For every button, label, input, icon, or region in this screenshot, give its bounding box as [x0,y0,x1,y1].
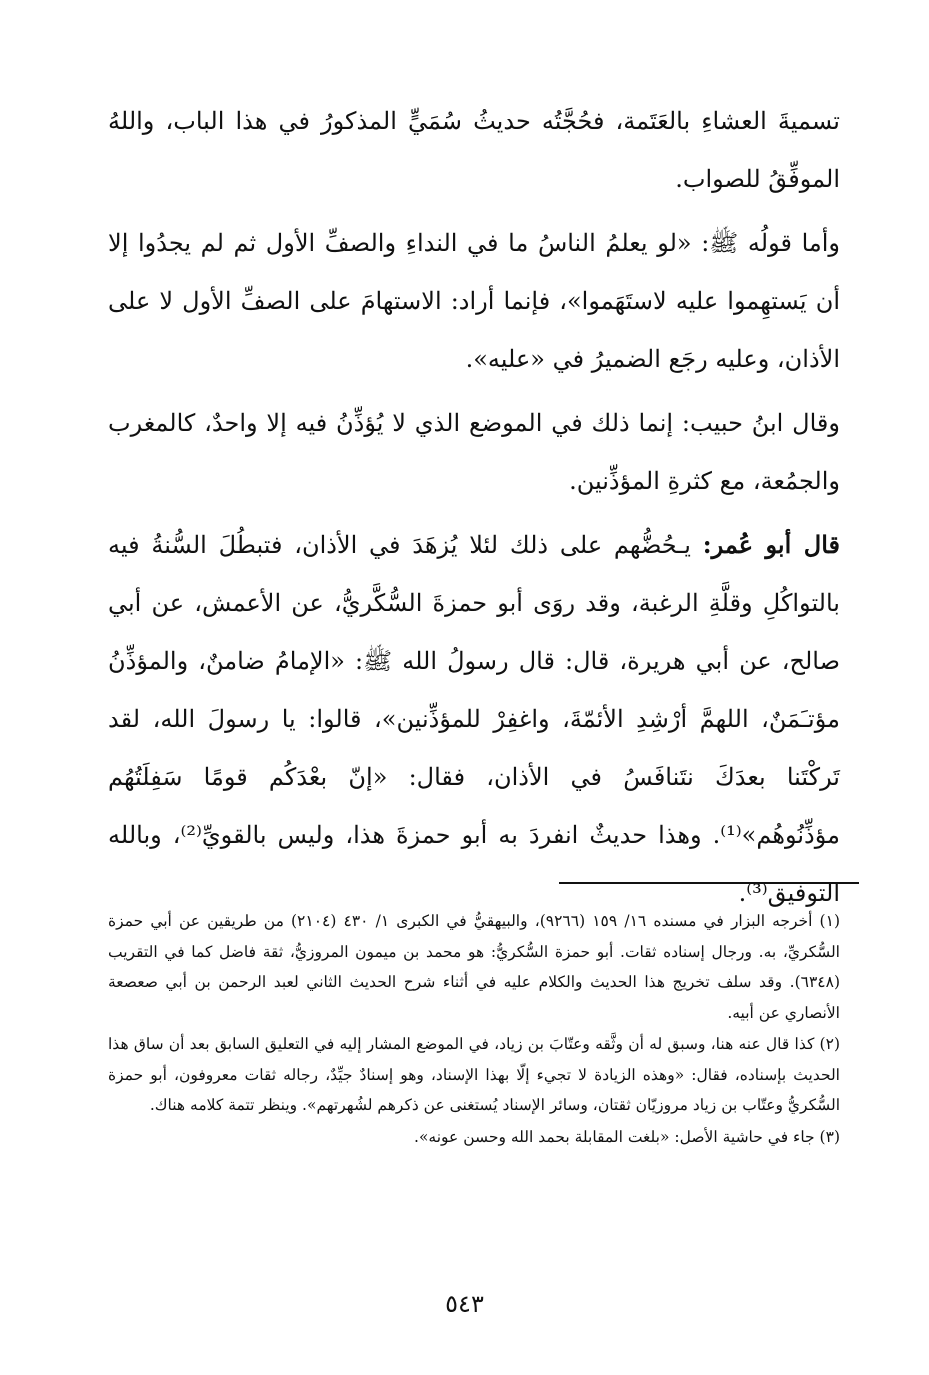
footnote-3: (٣) جاء في حاشية الأصل: «بلغت المقابلة بحمد الله وحسن عونه». [414,1127,840,1146]
paragraph-4 [108,516,840,922]
paragraph-3: وقال ابنُ حبيب: إنما ذلك في الموضع الذي لا يُؤذِّنُ فيه إلا واحدٌ، كالمغرب والجمُعة، مع كثرةِ المؤذِّنين. [108,409,840,495]
main-text [108,92,840,928]
paragraph-4-lead: قال أبو عُمر: [702,530,840,559]
paragraph-2: وأما قولُه ﷺ: «لو يعلمُ الناسُ ما في النداءِ والصفِّ الأول ثم لم يجدُوا إلا أن يَستهِموا عليه لاستَهَموا»، فإنما أراد: الاستهامَ على الصفِّ الأول لا على الأذان، وعليه رجَع الضميرُ في «عليه». [108,229,840,373]
footnotes [108,906,840,1153]
paragraph-4-text: يـحُضُّهم على ذلك لئلا يُزهَدَ في الأذان، فتبطُلَ السُّنةُ فيه بالتواكُلِ وقلَّةِ الرغبة، وقد روَى أبو حمزةَ السُّكَّريُّ، عن الأعمش، عن أبي صالح، عن أبي هريرة، قال: قال رسولُ الله ﷺ: «الإمامُ ضامنٌ، والمؤذِّنُ مؤتـَمَنٌ، اللهمَّ أرْشِدِ الأئمّةَ، واغفِرْ للمؤذِّنين»، قالوا: يا رسولَ الله، لقد تَركْتَنا بعدَكَ نتَنافَسُ في الأذان، فقال: «إنّ بعْدَكُم قومًا سَفِلَتُهُم مؤذِّنُوهُم»⁽¹⁾. وهذا حديثٌ انفردَ به أبو حمزةَ هذا، وليس بالقويِّ⁽²⁾، وبالله التوفيق⁽³⁾. [108,531,840,907]
footnote-2: (٢) كذا قال عنه هنا، وسبق له أن وثَّقه وعتّابَ بن زياد، في الموضع المشار إليه في التعليق السابق بعد أن ساق هذا الحديث بإسناده، فقال: «وهذه الزيادة لا تجيء إلّا بهذا الإسناد، وهو إسنادٌ جيِّدٌ، رجاله ثقات معروفون، أبو حمزة السُّكريُّ وعتّاب بن زياد مروزيّان ثقتان، وسائر الإسناد يُستغنى عن ذكرهم لشُهرتهم». وينظر تتمة كلامه هناك. [108,1035,840,1114]
paragraph-1: تسميةَ العشاءِ بالعَتَمة، فحُجَّتُه حديثُ سُمَيٍّ المذكورُ في هذا الباب، واللهُ الموفِّقُ للصواب. [108,107,840,193]
footnote-1: (١) أخرجه البزار في مسنده ١٦/ ١٥٩ (٩٢٦٦)، والبيهقيُّ في الكبرى ١/ ٤٣٠ (٢١٠٤) من طريقين عن أبي حمزة السُّكريِّ، به. ورجال إسناده ثقات. أبو حمزة السُّكريُّ: هو محمد بن ميمون المروزيُّ، ثقة فاضل كما في التقريب (٦٣٤٨). وقد سلف تخريج هذا الحديث والكلام عليه في أثناء شرح الحديث الثاني لعبد الرحمن بن أبي صعصعة الأنصاري عن أبيه. [108,912,840,1022]
footnote-divider [559,882,859,884]
page-number: ٥٤٣ [445,1290,484,1318]
